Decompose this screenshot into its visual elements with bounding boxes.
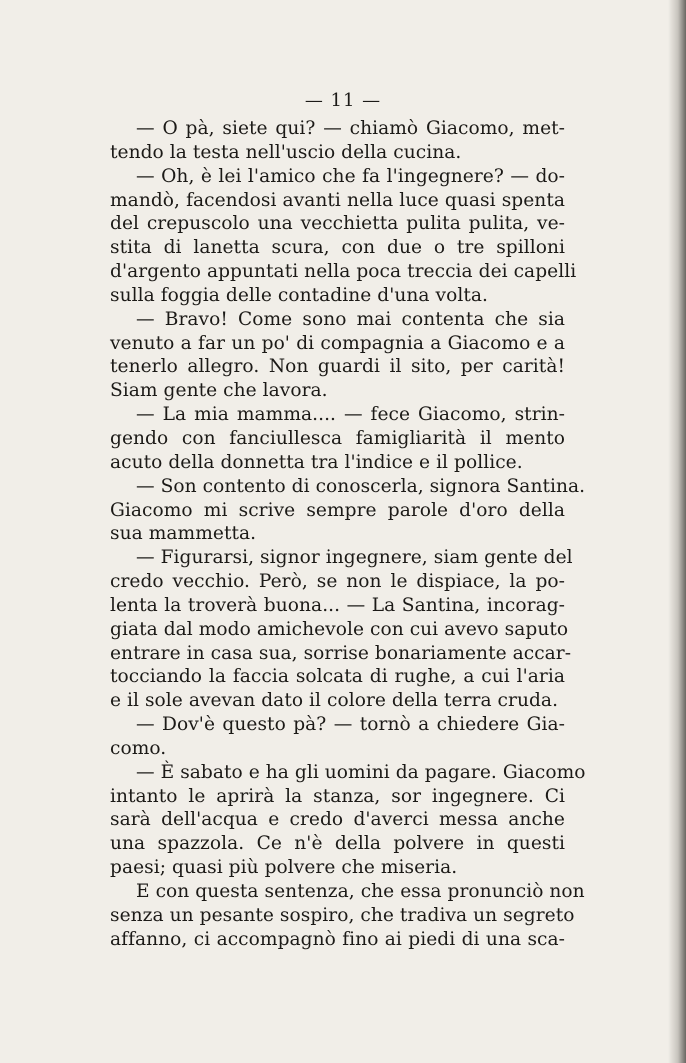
- page-number: — 11 —: [304, 90, 382, 111]
- text-line: como.: [110, 737, 167, 759]
- page-edge-shadow: [668, 0, 686, 1063]
- text-line: Giacomo mi scrive sempre parole d'oro della: [110, 499, 565, 521]
- text-line: mandò, facendosi avanti nella luce quasi spenta: [110, 189, 565, 211]
- text-line: — Son contento di conoscerla, signora Santina.: [136, 475, 586, 497]
- text-line: e il sole avevan dato il colore della terra cruda.: [110, 690, 559, 712]
- text-line: — Bravo! Come sono mai contenta che sia: [136, 308, 565, 330]
- text-line: venuto a far un po' di compagnia a Giacomo e a: [110, 332, 565, 354]
- text-line: acuto della donnetta tra l'indice e il pollice.: [110, 451, 523, 473]
- text-line: entrare in casa sua, sorrise bonariamente accar-: [110, 642, 572, 664]
- text-line: sua mammetta.: [110, 523, 257, 545]
- text-line: sarà dell'acqua e credo d'averci messa anche: [110, 809, 565, 831]
- text-line: tocciando la faccia solcata di rughe, a cui l'aria: [110, 666, 565, 688]
- text-line: — È sabato e ha gli uomini da pagare. Giacomo: [136, 761, 586, 783]
- text-line: tenerlo allegro. Non guardi il sito, per carità!: [110, 356, 565, 378]
- text-line: del crepuscolo una vecchietta pulita pulita, ve-: [110, 213, 565, 235]
- text-line: intanto le aprirà la stanza, sor ingegnere. Ci: [110, 785, 565, 807]
- text-line: affanno, ci accompagnò fino ai piedi di una sca-: [110, 928, 565, 950]
- text-line: — O pà, siete qui? — chiamò Giacomo, met-: [136, 118, 565, 139]
- text-line: senza un pesante sospiro, che tradiva un segreto: [110, 904, 575, 926]
- text-line: credo vecchio. Però, se non le dispiace, la po-: [110, 571, 565, 593]
- text-line: — La mia mamma.... — fece Giacomo, strin-: [136, 404, 565, 426]
- text-line: paesi; quasi più polvere che miseria.: [110, 857, 458, 879]
- text-line: d'argento appuntati nella poca treccia dei capelli: [110, 261, 577, 283]
- text-line: giata dal modo amichevole con cui avevo saputo: [110, 618, 569, 640]
- text-line: Siam gente che lavora.: [110, 380, 328, 402]
- text-line: tendo la testa nell'uscio della cucina.: [110, 141, 462, 163]
- text-line: — Figurarsi, signor ingegnere, siam gente del: [136, 547, 573, 569]
- text-line: E con questa sentenza, che essa pronunciò non: [136, 881, 585, 902]
- text-line: lenta la troverà buona... — La Santina, incorag-: [110, 594, 565, 616]
- text-line: una spazzola. Ce n'è della polvere in questi: [110, 833, 565, 855]
- text-line: stita di lanetta scura, con due o tre spilloni: [110, 237, 565, 259]
- body-text: [110, 117, 586, 952]
- text-line: gendo con fanciullesca famigliarità il mento: [110, 427, 565, 449]
- text-line: sulla foggia delle contadine d'una volta.: [110, 284, 488, 306]
- text-line: — Oh, è lei l'amico che fa l'ingegnere? — do-: [136, 165, 565, 187]
- text-line: — Dov'è questo pà? — tornò a chiedere Gia-: [136, 714, 565, 736]
